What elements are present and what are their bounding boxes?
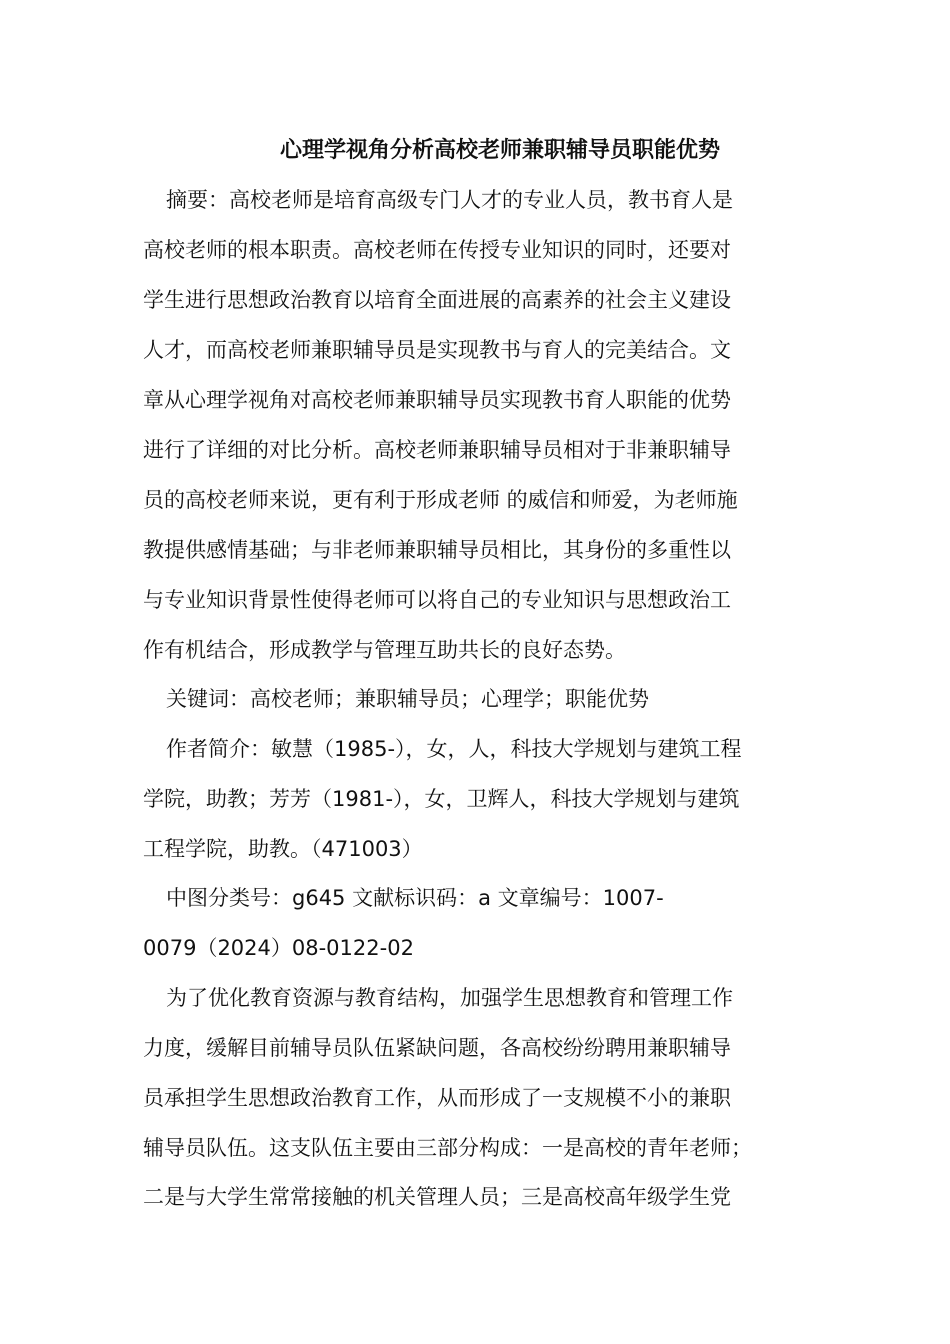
- abstract-line-10: 作有机结合，形成教学与管理互助共长的良好态势。: [143, 638, 626, 662]
- abstract-line-9: 与专业知识背景性使得老师可以将自己的专业知识与思想政治工: [143, 588, 731, 612]
- keywords-line: 关键词：高校老师；兼职辅导员；心理学；职能优势: [166, 687, 649, 711]
- body-line-2: 力度，缓解目前辅导员队伍紧缺问题，各高校纷纷聘用兼职辅导: [143, 1036, 731, 1060]
- abstract-line-3: 学生进行思想政治教育以培育全面进展的高素养的社会主义建设: [143, 288, 731, 312]
- document-title: 心理学视角分析高校老师兼职辅导员职能优势: [279, 138, 720, 163]
- abstract-line-7: 员的高校老师来说，更有利于形成老师 的威信和师爱，为老师施: [143, 488, 738, 512]
- author-line-3: 工程学院，助教。（471003）: [143, 837, 423, 861]
- abstract-line-2: 高校老师的根本职责。高校老师在传授专业知识的同时，还要对: [143, 238, 731, 262]
- abstract-line-6: 进行了详细的对比分析。高校老师兼职辅导员相对于非兼职辅导: [143, 438, 731, 462]
- abstract-line-5: 章从心理学视角对高校老师兼职辅导员实现教书育人职能的优势: [143, 388, 731, 412]
- body-line-5: 二是与大学生常常接触的机关管理人员；三是高校高年级学生党: [143, 1185, 731, 1209]
- body-line-3: 员承担学生思想政治教育工作，从而形成了一支规模不小的兼职: [143, 1086, 731, 1110]
- classification-line-1: 中图分类号：g645 文献标识码：a 文章编号：1007-: [166, 886, 664, 910]
- author-line-1: 作者简介：敏慧（1985-），女，人，科技大学规划与建筑工程: [166, 737, 742, 761]
- abstract-line-1: 摘要：高校老师是培育高级专门人才的专业人员，教书育人是: [166, 188, 733, 212]
- author-line-2: 学院，助教；芳芳（1981-），女，卫辉人，科技大学规划与建筑: [143, 787, 740, 811]
- body-line-4: 辅导员队伍。这支队伍主要由三部分构成：一是高校的青年老师；: [143, 1136, 752, 1160]
- classification-line-2: 0079（2024）08-0122-02: [143, 936, 414, 960]
- abstract-line-8: 教提供感情基础；与非老师兼职辅导员相比，其身份的多重性以: [143, 538, 731, 562]
- abstract-line-4: 人才，而高校老师兼职辅导员是实现教书与育人的完美结合。文: [143, 338, 731, 362]
- body-line-1: 为了优化教育资源与教育结构，加强学生思想教育和管理工作: [166, 986, 733, 1010]
